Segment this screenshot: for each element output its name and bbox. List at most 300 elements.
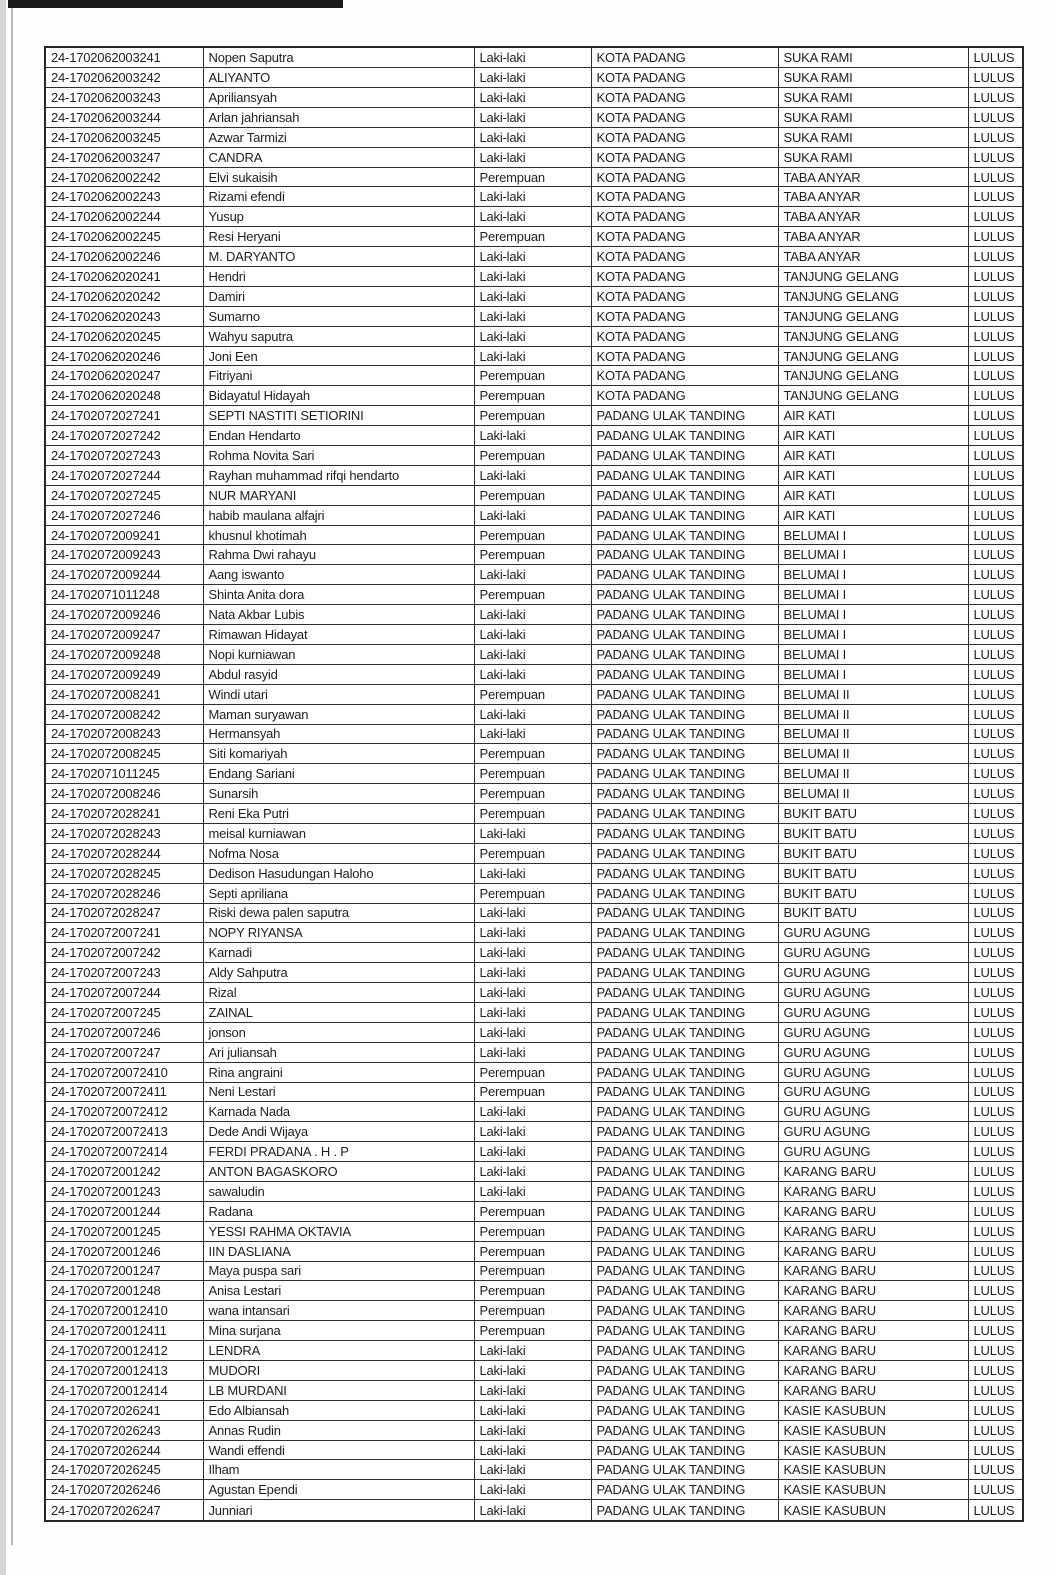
cell-participant-id: 24-17020720012410 [45, 1301, 203, 1321]
cell-district: KOTA PADANG [591, 147, 778, 167]
cell-participant-id: 24-1702072027244 [45, 465, 203, 485]
cell-status: LULUS [968, 1480, 1023, 1500]
cell-status: LULUS [968, 585, 1023, 605]
cell-participant-id: 24-1702062020245 [45, 326, 203, 346]
cell-name: Bidayatul Hidayah [203, 386, 474, 406]
table-row [45, 346, 1023, 366]
cell-district: PADANG ULAK TANDING [591, 1321, 778, 1341]
cell-gender: Laki-laki [474, 127, 591, 147]
cell-district: PADANG ULAK TANDING [591, 863, 778, 883]
cell-village: SUKA RAMI [778, 127, 968, 147]
cell-name: habib maulana alfajri [203, 505, 474, 525]
cell-district: PADANG ULAK TANDING [591, 823, 778, 843]
cell-district: PADANG ULAK TANDING [591, 525, 778, 545]
cell-gender: Laki-laki [474, 625, 591, 645]
cell-name: Endang Sariani [203, 764, 474, 784]
cell-status: LULUS [968, 1042, 1023, 1062]
table-row [45, 207, 1023, 227]
cell-status: LULUS [968, 167, 1023, 187]
cell-gender: Laki-laki [474, 346, 591, 366]
table-row [45, 107, 1023, 127]
cell-village: KARANG BARU [778, 1301, 968, 1321]
cell-name: Rina angraini [203, 1062, 474, 1082]
cell-status: LULUS [968, 1341, 1023, 1361]
table-row [45, 1400, 1023, 1420]
cell-gender: Perempuan [474, 1301, 591, 1321]
cell-name: Sumarno [203, 306, 474, 326]
cell-gender: Laki-laki [474, 1500, 591, 1521]
cell-name: Dedison Hasudungan Haloho [203, 863, 474, 883]
table-row [45, 147, 1023, 167]
cell-name: Endan Hendarto [203, 426, 474, 446]
cell-name: CANDRA [203, 147, 474, 167]
cell-district: PADANG ULAK TANDING [591, 605, 778, 625]
cell-status: LULUS [968, 465, 1023, 485]
cell-name: Karnada Nada [203, 1102, 474, 1122]
cell-gender: Laki-laki [474, 903, 591, 923]
cell-district: PADANG ULAK TANDING [591, 804, 778, 824]
cell-district: PADANG ULAK TANDING [591, 704, 778, 724]
cell-status: LULUS [968, 863, 1023, 883]
cell-district: PADANG ULAK TANDING [591, 764, 778, 784]
table-row [45, 664, 1023, 684]
cell-district: PADANG ULAK TANDING [591, 1102, 778, 1122]
cell-participant-id: 24-1702062020243 [45, 306, 203, 326]
table-row [45, 227, 1023, 247]
cell-village: KARANG BARU [778, 1261, 968, 1281]
cell-status: LULUS [968, 227, 1023, 247]
cell-name: IIN DASLIANA [203, 1241, 474, 1261]
cell-gender: Laki-laki [474, 943, 591, 963]
cell-status: LULUS [968, 525, 1023, 545]
cell-name: Resi Heryani [203, 227, 474, 247]
cell-district: PADANG ULAK TANDING [591, 465, 778, 485]
cell-district: PADANG ULAK TANDING [591, 1480, 778, 1500]
cell-district: PADANG ULAK TANDING [591, 843, 778, 863]
cell-name: Hendri [203, 267, 474, 287]
cell-name: Rohma Novita Sari [203, 446, 474, 466]
cell-name: ALIYANTO [203, 68, 474, 88]
cell-village: GURU AGUNG [778, 1122, 968, 1142]
cell-district: PADANG ULAK TANDING [591, 744, 778, 764]
cell-participant-id: 24-1702072008241 [45, 684, 203, 704]
cell-village: GURU AGUNG [778, 1022, 968, 1042]
table-row [45, 983, 1023, 1003]
cell-district: PADANG ULAK TANDING [591, 1142, 778, 1162]
table-row [45, 545, 1023, 565]
cell-district: PADANG ULAK TANDING [591, 1460, 778, 1480]
cell-gender: Perempuan [474, 545, 591, 565]
cell-district: PADANG ULAK TANDING [591, 943, 778, 963]
cell-gender: Laki-laki [474, 207, 591, 227]
cell-gender: Laki-laki [474, 1460, 591, 1480]
cell-name: Edo Albiansah [203, 1400, 474, 1420]
cell-status: LULUS [968, 267, 1023, 287]
cell-name: Elvi sukaisih [203, 167, 474, 187]
cell-gender: Perempuan [474, 804, 591, 824]
cell-gender: Laki-laki [474, 107, 591, 127]
cell-name: Ari juliansah [203, 1042, 474, 1062]
graduation-results-table [44, 46, 1024, 1522]
cell-status: LULUS [968, 1162, 1023, 1182]
cell-district: PADANG ULAK TANDING [591, 1440, 778, 1460]
cell-name: sawaludin [203, 1181, 474, 1201]
cell-status: LULUS [968, 247, 1023, 267]
cell-status: LULUS [968, 446, 1023, 466]
cell-name: Nopen Saputra [203, 47, 474, 68]
cell-name: Rahma Dwi rahayu [203, 545, 474, 565]
cell-participant-id: 24-1702072026243 [45, 1420, 203, 1440]
table-row [45, 863, 1023, 883]
cell-status: LULUS [968, 804, 1023, 824]
cell-district: PADANG ULAK TANDING [591, 1361, 778, 1381]
cell-status: LULUS [968, 326, 1023, 346]
cell-name: Aldy Sahputra [203, 963, 474, 983]
table-row [45, 1420, 1023, 1440]
cell-district: KOTA PADANG [591, 127, 778, 147]
cell-participant-id: 24-1702062003245 [45, 127, 203, 147]
cell-status: LULUS [968, 883, 1023, 903]
cell-participant-id: 24-1702072009246 [45, 605, 203, 625]
cell-village: GURU AGUNG [778, 1002, 968, 1022]
cell-participant-id: 24-1702072001243 [45, 1181, 203, 1201]
cell-status: LULUS [968, 903, 1023, 923]
cell-name: Rimawan Hidayat [203, 625, 474, 645]
cell-village: KARANG BARU [778, 1281, 968, 1301]
table-body [45, 47, 1023, 1521]
table-row [45, 1221, 1023, 1241]
cell-gender: Laki-laki [474, 88, 591, 108]
cell-status: LULUS [968, 605, 1023, 625]
cell-status: LULUS [968, 843, 1023, 863]
cell-gender: Perempuan [474, 366, 591, 386]
table-row [45, 1082, 1023, 1102]
table-row [45, 446, 1023, 466]
cell-status: LULUS [968, 664, 1023, 684]
cell-status: LULUS [968, 147, 1023, 167]
cell-district: PADANG ULAK TANDING [591, 923, 778, 943]
cell-name: Yusup [203, 207, 474, 227]
cell-participant-id: 24-17020720072410 [45, 1062, 203, 1082]
cell-participant-id: 24-1702072001247 [45, 1261, 203, 1281]
table-row [45, 247, 1023, 267]
cell-participant-id: 24-1702072026246 [45, 1480, 203, 1500]
table-row [45, 1201, 1023, 1221]
cell-gender: Laki-laki [474, 923, 591, 943]
cell-gender: Laki-laki [474, 983, 591, 1003]
cell-village: BELUMAI II [778, 744, 968, 764]
table-row [45, 1241, 1023, 1261]
cell-gender: Laki-laki [474, 505, 591, 525]
table-row [45, 843, 1023, 863]
cell-gender: Laki-laki [474, 664, 591, 684]
table-row [45, 704, 1023, 724]
cell-village: KARANG BARU [778, 1241, 968, 1261]
cell-village: BELUMAI II [778, 684, 968, 704]
cell-participant-id: 24-1702062002243 [45, 187, 203, 207]
table-row [45, 565, 1023, 585]
cell-district: PADANG ULAK TANDING [591, 545, 778, 565]
cell-gender: Laki-laki [474, 1380, 591, 1400]
cell-gender: Perempuan [474, 406, 591, 426]
table-row [45, 505, 1023, 525]
cell-participant-id: 24-1702072009241 [45, 525, 203, 545]
cell-village: AIR KATI [778, 465, 968, 485]
cell-gender: Perempuan [474, 485, 591, 505]
table-row [45, 485, 1023, 505]
table-row [45, 47, 1023, 68]
cell-village: TABA ANYAR [778, 167, 968, 187]
cell-gender: Perempuan [474, 1281, 591, 1301]
cell-gender: Perempuan [474, 585, 591, 605]
cell-gender: Laki-laki [474, 565, 591, 585]
cell-status: LULUS [968, 286, 1023, 306]
cell-gender: Perempuan [474, 1321, 591, 1341]
cell-gender: Laki-laki [474, 426, 591, 446]
cell-district: PADANG ULAK TANDING [591, 1201, 778, 1221]
cell-participant-id: 24-1702072028244 [45, 843, 203, 863]
cell-participant-id: 24-1702062002242 [45, 167, 203, 187]
cell-participant-id: 24-1702072027241 [45, 406, 203, 426]
table-row [45, 903, 1023, 923]
cell-gender: Laki-laki [474, 326, 591, 346]
cell-village: KASIE KASUBUN [778, 1420, 968, 1440]
cell-participant-id: 24-17020720012413 [45, 1361, 203, 1381]
cell-status: LULUS [968, 1241, 1023, 1261]
cell-village: TANJUNG GELANG [778, 306, 968, 326]
table-row [45, 764, 1023, 784]
cell-participant-id: 24-1702062020242 [45, 286, 203, 306]
cell-village: TABA ANYAR [778, 187, 968, 207]
cell-gender: Perempuan [474, 227, 591, 247]
cell-participant-id: 24-1702072009243 [45, 545, 203, 565]
cell-district: PADANG ULAK TANDING [591, 1380, 778, 1400]
cell-district: PADANG ULAK TANDING [591, 1341, 778, 1361]
cell-gender: Laki-laki [474, 1042, 591, 1062]
cell-gender: Laki-laki [474, 1122, 591, 1142]
cell-village: KARANG BARU [778, 1201, 968, 1221]
cell-status: LULUS [968, 644, 1023, 664]
cell-village: KASIE KASUBUN [778, 1400, 968, 1420]
cell-participant-id: 24-1702072007245 [45, 1002, 203, 1022]
cell-district: PADANG ULAK TANDING [591, 963, 778, 983]
cell-status: LULUS [968, 306, 1023, 326]
cell-status: LULUS [968, 1221, 1023, 1241]
cell-gender: Laki-laki [474, 47, 591, 68]
cell-name: Annas Rudin [203, 1420, 474, 1440]
cell-village: BELUMAI I [778, 565, 968, 585]
cell-district: KOTA PADANG [591, 107, 778, 127]
table-row [45, 823, 1023, 843]
cell-participant-id: 24-1702072007246 [45, 1022, 203, 1042]
table-row [45, 684, 1023, 704]
cell-village: AIR KATI [778, 406, 968, 426]
table-row [45, 68, 1023, 88]
cell-name: wana intansari [203, 1301, 474, 1321]
cell-status: LULUS [968, 1420, 1023, 1440]
cell-status: LULUS [968, 107, 1023, 127]
cell-status: LULUS [968, 207, 1023, 227]
cell-village: TANJUNG GELANG [778, 386, 968, 406]
cell-name: ZAINAL [203, 1002, 474, 1022]
cell-village: KASIE KASUBUN [778, 1500, 968, 1521]
cell-village: SUKA RAMI [778, 68, 968, 88]
cell-name: Anisa Lestari [203, 1281, 474, 1301]
cell-village: KARANG BARU [778, 1221, 968, 1241]
cell-name: LB MURDANI [203, 1380, 474, 1400]
cell-status: LULUS [968, 187, 1023, 207]
cell-gender: Laki-laki [474, 605, 591, 625]
cell-district: KOTA PADANG [591, 286, 778, 306]
cell-village: KARANG BARU [778, 1361, 968, 1381]
cell-gender: Laki-laki [474, 1341, 591, 1361]
cell-name: FERDI PRADANA . H . P [203, 1142, 474, 1162]
cell-status: LULUS [968, 485, 1023, 505]
cell-participant-id: 24-1702072009249 [45, 664, 203, 684]
cell-participant-id: 24-1702072008246 [45, 784, 203, 804]
cell-name: YESSI RAHMA OKTAVIA [203, 1221, 474, 1241]
cell-status: LULUS [968, 1361, 1023, 1381]
cell-name: Dede Andi Wijaya [203, 1122, 474, 1142]
cell-name: meisal kurniawan [203, 823, 474, 843]
cell-gender: Perempuan [474, 843, 591, 863]
cell-district: PADANG ULAK TANDING [591, 1062, 778, 1082]
table-row [45, 1321, 1023, 1341]
cell-participant-id: 24-1702072026245 [45, 1460, 203, 1480]
cell-village: GURU AGUNG [778, 1042, 968, 1062]
cell-village: KARANG BARU [778, 1380, 968, 1400]
cell-status: LULUS [968, 1201, 1023, 1221]
cell-gender: Laki-laki [474, 724, 591, 744]
cell-gender: Laki-laki [474, 147, 591, 167]
cell-village: SUKA RAMI [778, 147, 968, 167]
table-row [45, 267, 1023, 287]
table-row [45, 187, 1023, 207]
cell-district: PADANG ULAK TANDING [591, 1122, 778, 1142]
cell-name: NUR MARYANI [203, 485, 474, 505]
cell-name: Karnadi [203, 943, 474, 963]
cell-participant-id: 24-17020720012414 [45, 1380, 203, 1400]
cell-participant-id: 24-1702072001246 [45, 1241, 203, 1261]
cell-participant-id: 24-1702071011245 [45, 764, 203, 784]
cell-district: PADANG ULAK TANDING [591, 406, 778, 426]
cell-gender: Perempuan [474, 1221, 591, 1241]
cell-participant-id: 24-1702072008245 [45, 744, 203, 764]
cell-district: PADANG ULAK TANDING [591, 485, 778, 505]
cell-gender: Laki-laki [474, 1400, 591, 1420]
cell-participant-id: 24-1702062002245 [45, 227, 203, 247]
cell-participant-id: 24-1702072009248 [45, 644, 203, 664]
cell-name: Damiri [203, 286, 474, 306]
cell-status: LULUS [968, 505, 1023, 525]
cell-village: GURU AGUNG [778, 1082, 968, 1102]
cell-name: Fitriyani [203, 366, 474, 386]
cell-village: BUKIT BATU [778, 843, 968, 863]
cell-gender: Laki-laki [474, 823, 591, 843]
cell-district: KOTA PADANG [591, 207, 778, 227]
cell-status: LULUS [968, 1022, 1023, 1042]
cell-name: Siti komariyah [203, 744, 474, 764]
cell-status: LULUS [968, 1321, 1023, 1341]
cell-status: LULUS [968, 346, 1023, 366]
cell-gender: Laki-laki [474, 187, 591, 207]
cell-participant-id: 24-1702071011248 [45, 585, 203, 605]
cell-name: Wahyu saputra [203, 326, 474, 346]
table-row [45, 465, 1023, 485]
cell-district: PADANG ULAK TANDING [591, 1420, 778, 1440]
cell-village: SUKA RAMI [778, 47, 968, 68]
table-row [45, 286, 1023, 306]
cell-name: Radana [203, 1201, 474, 1221]
cell-gender: Laki-laki [474, 286, 591, 306]
cell-participant-id: 24-1702072027246 [45, 505, 203, 525]
cell-status: LULUS [968, 1301, 1023, 1321]
cell-gender: Laki-laki [474, 1022, 591, 1042]
table-row [45, 1042, 1023, 1062]
cell-village: BELUMAI II [778, 704, 968, 724]
cell-name: NOPY RIYANSA [203, 923, 474, 943]
table-row [45, 1480, 1023, 1500]
cell-village: KARANG BARU [778, 1181, 968, 1201]
cell-district: PADANG ULAK TANDING [591, 1221, 778, 1241]
cell-participant-id: 24-1702072026241 [45, 1400, 203, 1420]
cell-status: LULUS [968, 1460, 1023, 1480]
cell-status: LULUS [968, 366, 1023, 386]
cell-district: KOTA PADANG [591, 386, 778, 406]
cell-district: KOTA PADANG [591, 366, 778, 386]
cell-name: Joni Een [203, 346, 474, 366]
cell-participant-id: 24-1702072008242 [45, 704, 203, 724]
cell-gender: Laki-laki [474, 1480, 591, 1500]
table-row [45, 1301, 1023, 1321]
cell-participant-id: 24-1702062003241 [45, 47, 203, 68]
table-row [45, 605, 1023, 625]
cell-participant-id: 24-1702072027242 [45, 426, 203, 446]
cell-participant-id: 24-1702072028243 [45, 823, 203, 843]
cell-gender: Laki-laki [474, 1102, 591, 1122]
cell-participant-id: 24-1702072009244 [45, 565, 203, 585]
cell-name: Mina surjana [203, 1321, 474, 1341]
cell-status: LULUS [968, 784, 1023, 804]
cell-gender: Laki-laki [474, 1181, 591, 1201]
table-row [45, 724, 1023, 744]
cell-village: BELUMAI I [778, 644, 968, 664]
table-row [45, 1002, 1023, 1022]
cell-village: TABA ANYAR [778, 207, 968, 227]
cell-name: Apriliansyah [203, 88, 474, 108]
cell-gender: Perempuan [474, 744, 591, 764]
cell-village: TABA ANYAR [778, 227, 968, 247]
cell-village: BUKIT BATU [778, 823, 968, 843]
cell-status: LULUS [968, 1500, 1023, 1521]
cell-district: PADANG ULAK TANDING [591, 565, 778, 585]
cell-participant-id: 24-1702062020248 [45, 386, 203, 406]
cell-district: KOTA PADANG [591, 247, 778, 267]
cell-village: TABA ANYAR [778, 247, 968, 267]
cell-name: Septi apriliana [203, 883, 474, 903]
cell-village: GURU AGUNG [778, 1102, 968, 1122]
table-row [45, 88, 1023, 108]
cell-gender: Laki-laki [474, 1002, 591, 1022]
cell-status: LULUS [968, 744, 1023, 764]
cell-district: PADANG ULAK TANDING [591, 1181, 778, 1201]
cell-village: GURU AGUNG [778, 1062, 968, 1082]
page-edge-strip [0, 0, 6, 1575]
cell-participant-id: 24-1702062003244 [45, 107, 203, 127]
cell-village: SUKA RAMI [778, 88, 968, 108]
cell-status: LULUS [968, 1380, 1023, 1400]
cell-village: GURU AGUNG [778, 1142, 968, 1162]
